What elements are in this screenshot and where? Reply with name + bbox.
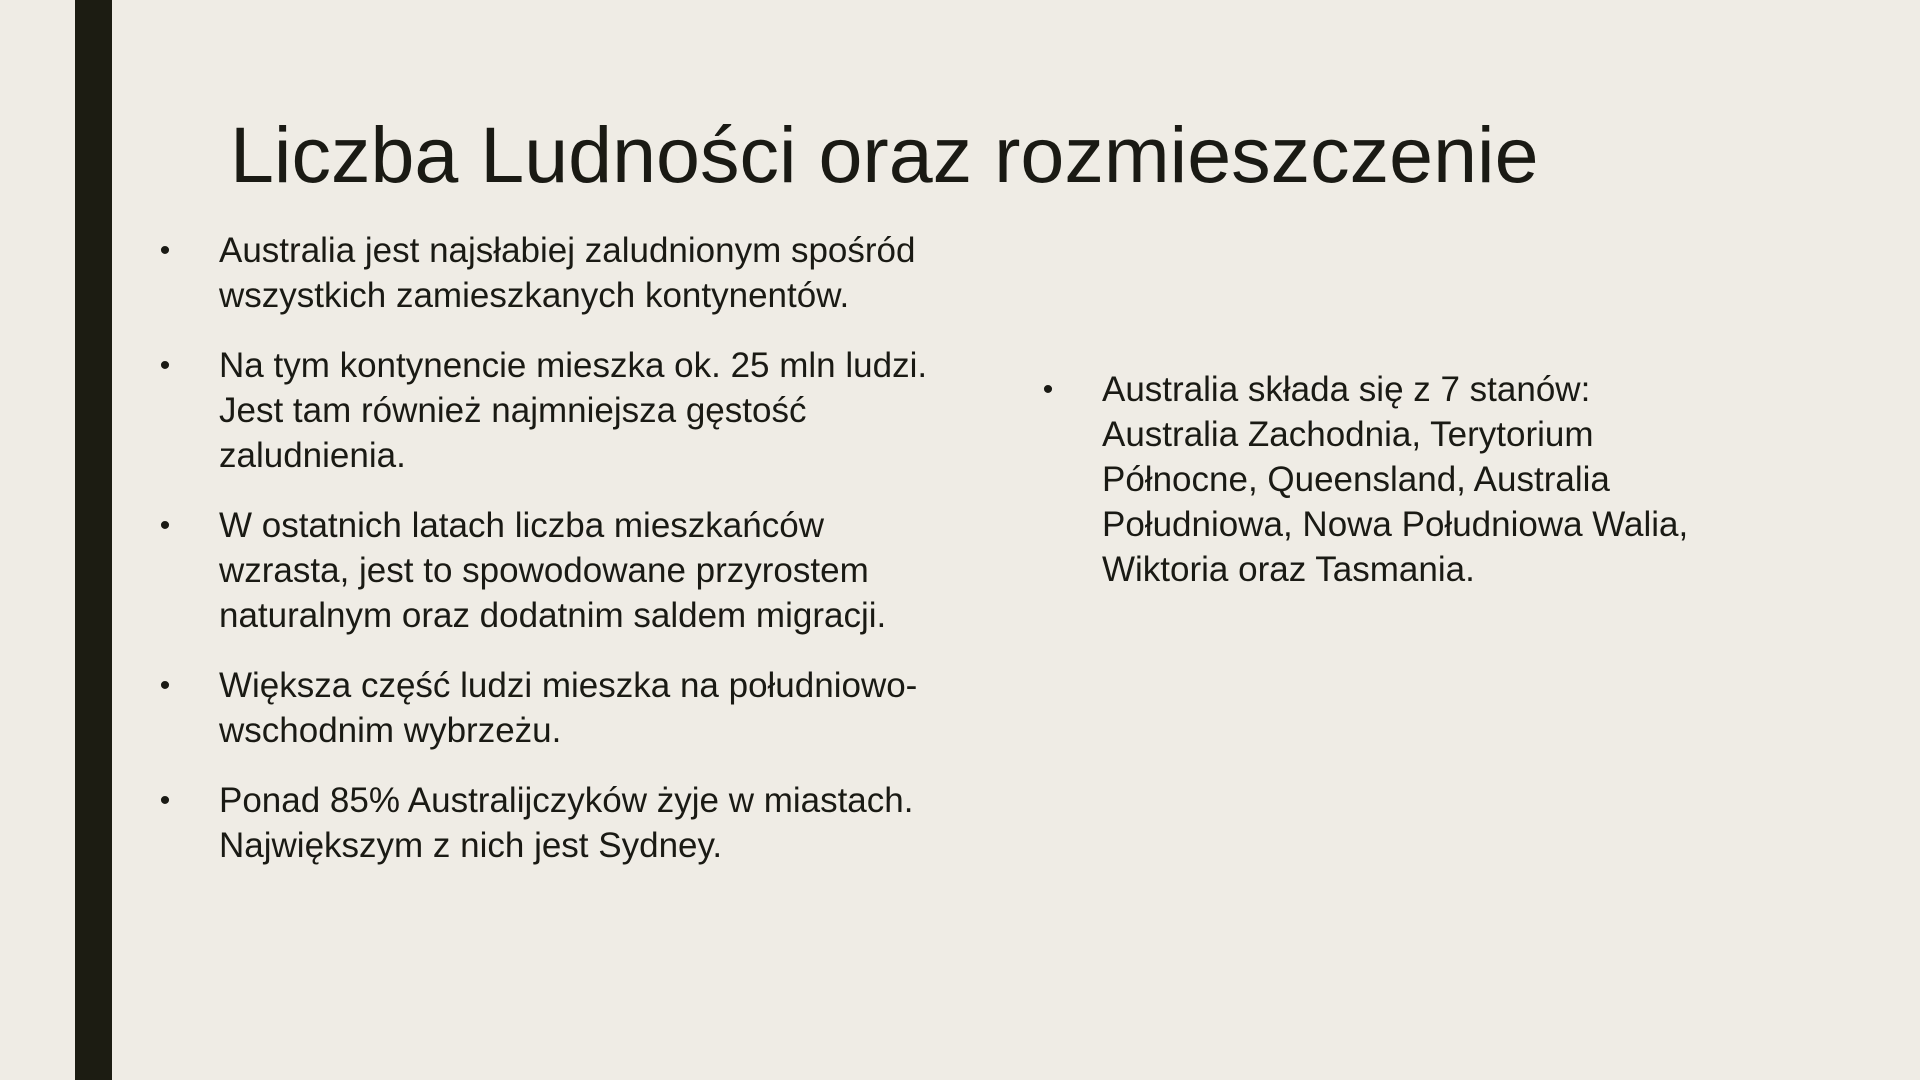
bullet-text: Większa część ludzi mieszka na południowo-wschodnim wybrzeżu.	[219, 666, 918, 750]
bullet-icon: •	[159, 349, 171, 382]
bullet-text: W ostatnich latach liczba mieszkańców wzrasta, jest to spowodowane przyrostem naturalnym oraz dodatnim saldem migracji.	[219, 506, 887, 635]
bullet-text: Ponad 85% Australijczyków żyje w miastach. Największym z nich jest Sydney.	[219, 781, 914, 865]
bullet-text: Australia składa się z 7 stanów: Australia Zachodnia, Terytorium Północne, Queensland, Australia Południowa, Nowa Południowa Walia, Wiktoria oraz Tasmania.	[1102, 370, 1689, 589]
list-item	[1038, 367, 1698, 592]
list-item	[155, 343, 945, 478]
list-item	[155, 503, 945, 638]
bullet-icon: •	[1042, 373, 1054, 406]
bullet-text: Na tym kontynencie mieszka ok. 25 mln ludzi. Jest tam również najmniejsza gęstość zaludnienia.	[219, 346, 928, 475]
left-bullet-list	[155, 228, 945, 893]
accent-bar	[75, 0, 112, 1080]
right-bullet-list	[1038, 367, 1698, 617]
bullet-text: Australia jest najsłabiej zaludnionym spośród wszystkich zamieszkanych kontynentów.	[219, 231, 916, 315]
bullet-icon: •	[159, 669, 171, 702]
bullet-icon: •	[159, 234, 171, 267]
list-item	[155, 663, 945, 753]
list-item	[155, 778, 945, 868]
slide-title: Liczba Ludności oraz rozmieszczenie	[230, 110, 1539, 199]
bullet-icon: •	[159, 509, 171, 542]
bullet-icon: •	[159, 784, 171, 817]
list-item	[155, 228, 945, 318]
